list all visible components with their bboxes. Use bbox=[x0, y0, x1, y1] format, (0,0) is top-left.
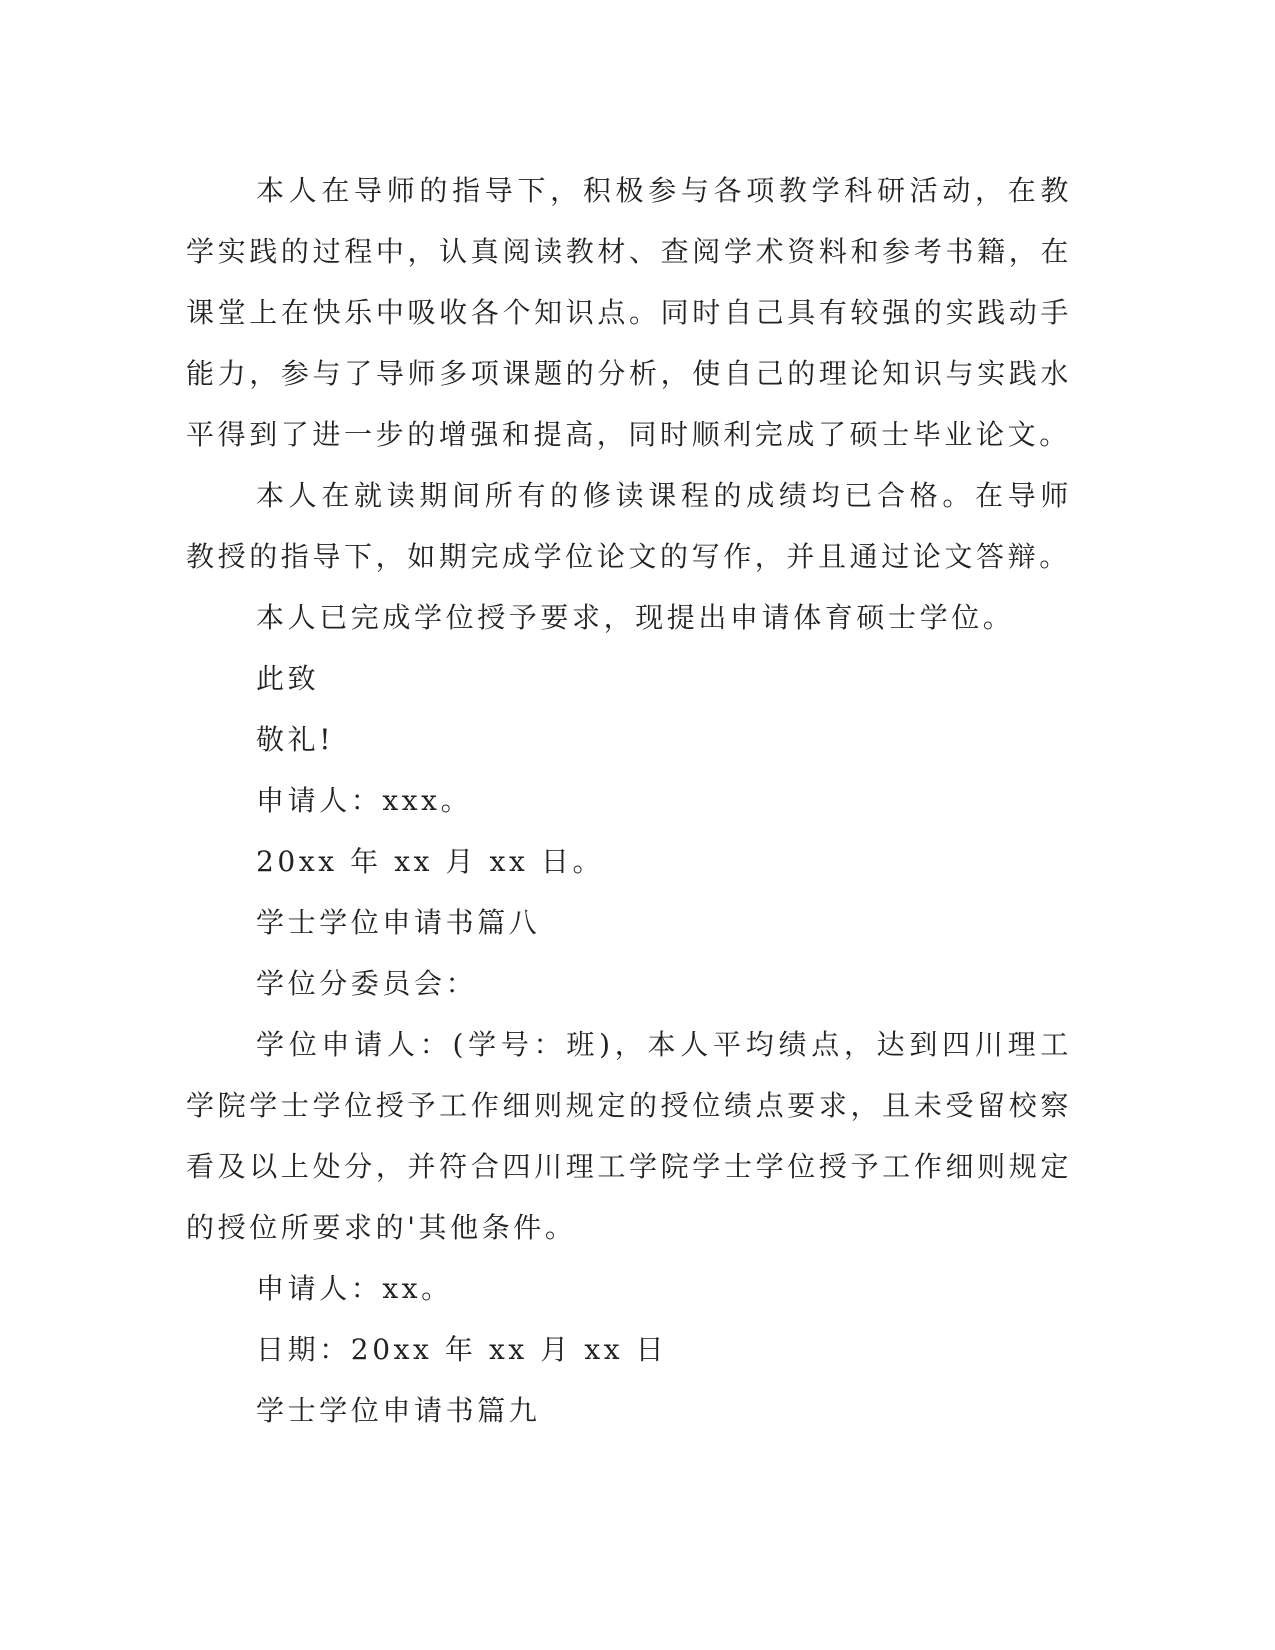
paragraph-degree-request: 本人已完成学位授予要求，现提出申请体育硕士学位。 bbox=[256, 601, 1015, 634]
addressee-line: 学位分委员会： bbox=[256, 967, 478, 1000]
salutation-jingli: 敬礼! bbox=[256, 723, 335, 756]
paragraph-research-activities: 本人在导师的指导下，积极参与各项教学科研活动，在教学实践的过程中，认真阅读教材、查阅学术资料和参考书籍，在课堂上在快乐中吸收各个知识点。同时自己具有较强的实践动手能力，参与了导师多项课题的分析，使自己的理论知识与实践水平得到了进一步的增强和提高，同时顺利完成了硕士毕业论文。 bbox=[186, 174, 1072, 451]
applicant-line: 申请人：xxx。 bbox=[256, 784, 473, 817]
paragraph-degree-application: 学位申请人：(学号：班)，本人平均绩点，达到四川理工学院学士学位授予工作细则规定的授位绩点要求，且未受留校察看及以上处分，并符合四川理工学院学士学位授予工作细则规定的授位所要求的'其他条件。 bbox=[186, 1028, 1072, 1244]
date-line-2: 日期：20xx 年 xx 月 xx 日 bbox=[256, 1333, 668, 1366]
paragraph-courses-completed: 本人在就读期间所有的修读课程的成绩均已合格。在导师教授的指导下，如期完成学位论文的写作，并且通过论文答辩。 bbox=[186, 479, 1072, 573]
applicant-line-2: 申请人：xx。 bbox=[256, 1272, 453, 1305]
section-heading-8: 学士学位申请书篇八 bbox=[256, 906, 541, 939]
date-line: 20xx 年 xx 月 xx 日。 bbox=[256, 845, 605, 878]
section-heading-9: 学士学位申请书篇九 bbox=[256, 1394, 541, 1427]
document-body bbox=[186, 160, 1072, 1441]
salutation-cizhi: 此致 bbox=[256, 662, 320, 695]
